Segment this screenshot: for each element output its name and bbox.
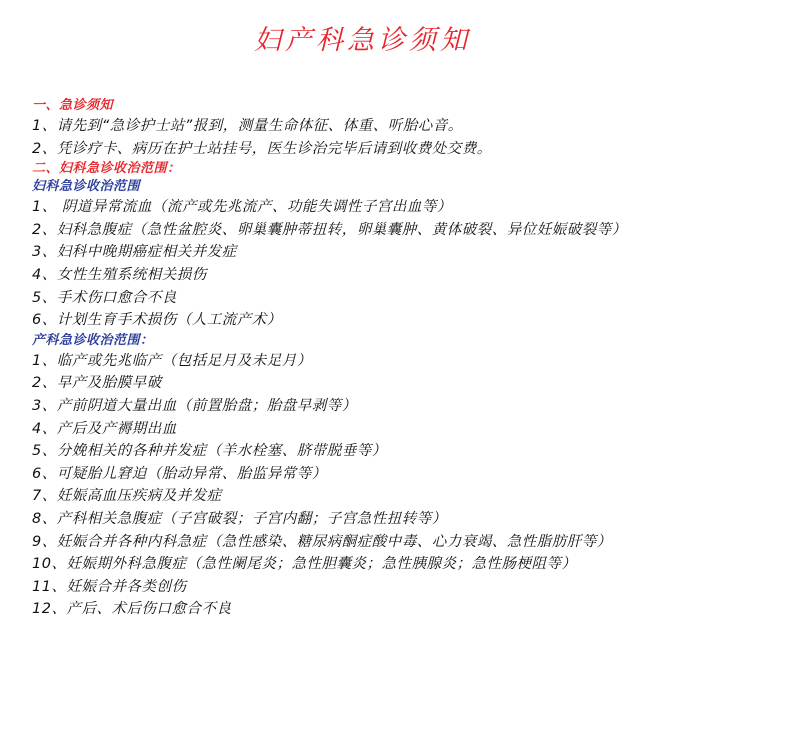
page-title: 妇产科急诊须知 [254,25,471,56]
list-item: 1、临产或先兆临产（包括足月及未足月） [32,352,312,369]
list-item: 6、计划生育手术损伤（人工流产术） [32,312,282,329]
list-item: 4、产后及产褥期出血 [32,420,177,437]
list-item: 2、凭诊疗卡、病历在护士站挂号，医生诊治完毕后请到收费处交费。 [32,140,492,157]
list-item: 10、妊娠期外科急腹症（急性阑尾炎；急性胆囊炎；急性胰腺炎；急性肠梗阻等） [32,556,577,573]
list-item: 5、手术伤口愈合不良 [32,289,177,306]
list-item: 2、妇科急腹症（急性盆腔炎、卵巢囊肿蒂扭转，卵巢囊肿、黄体破裂、异位妊娠破裂等） [32,221,627,238]
list-item: 9、妊娠合并各种内科急症（急性感染、糖尿病酮症酸中毒、心力衰竭、急性脂肪肝等） [32,533,612,550]
notice-content [32,97,777,621]
section-heading-emergency-notice: 一、急诊须知 [32,98,114,113]
list-item: 11、妊娠合并各类创伤 [32,578,187,595]
list-item: 3、妇科中晚期癌症相关并发症 [32,244,237,261]
list-item: 12、产后、术后伤口愈合不良 [32,601,232,618]
list-item: 1、请先到“急诊护士站”报到，测量生命体征、体重、听胎心音。 [32,118,463,134]
list-item: 5、分娩相关的各种并发症（羊水栓塞、脐带脱垂等） [32,443,387,460]
list-item: 8、产科相关急腹症（子宫破裂；子宫内翻；子宫急性扭转等） [32,510,447,527]
subheading-obstetrics: 产科急诊收治范围： [32,332,154,348]
section-heading-admission-scope: 二、妇科急诊收治范围： [32,161,181,177]
list-item: 7、妊娠高血压疾病及并发症 [32,488,222,505]
list-item: 3、产前阴道大量出血（前置胎盘；胎盘早剥等） [32,397,357,414]
subheading-gynecology: 妇科急诊收治范围 [32,179,141,195]
list-item: 4、女性生殖系统相关损伤 [32,266,207,283]
list-item: 2、早产及胎膜早破 [32,375,162,392]
list-item: 6、可疑胎儿窘迫（胎动异常、胎监异常等） [32,465,327,482]
list-item: 1、 阴道异常流血（流产或先兆流产、功能失调性子宫出血等） [32,199,452,216]
